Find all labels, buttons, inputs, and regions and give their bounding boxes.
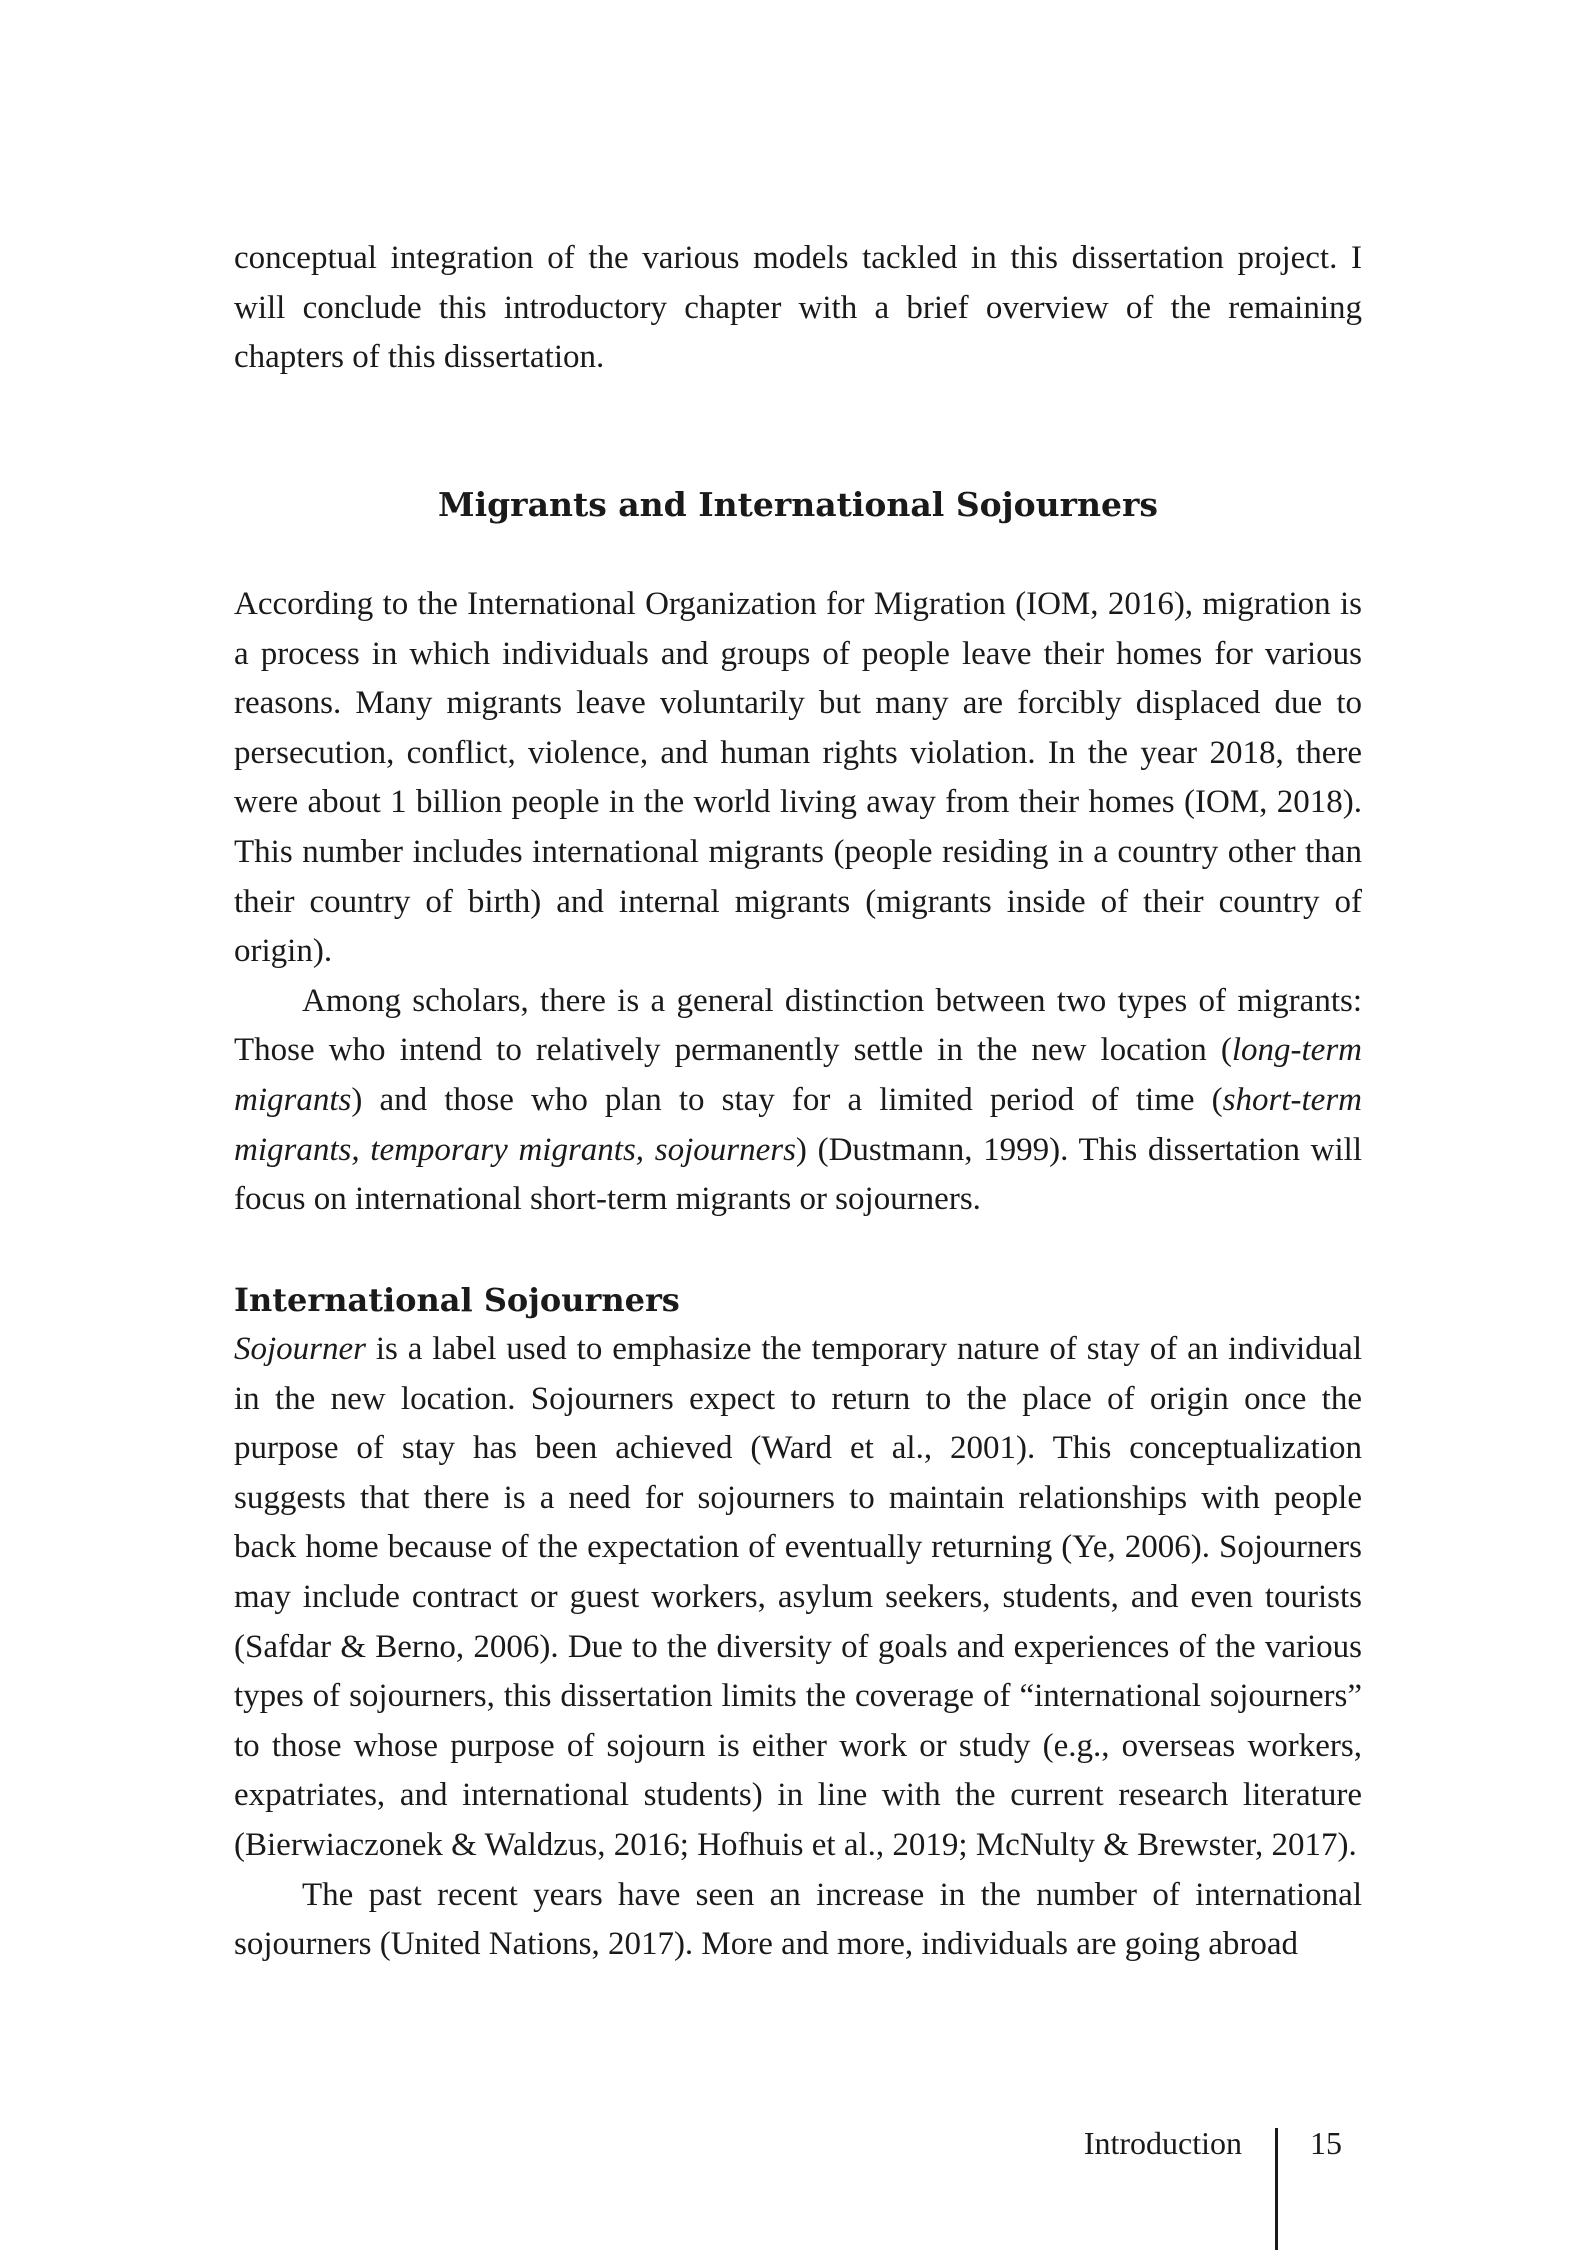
subsection-heading: International Sojourners [234,1281,680,1319]
footer-divider [1275,2128,1278,2250]
section-paragraph-1: According to the International Organization for Migration (IOM, 2016), migration is a process in which individuals and groups of people leave their homes for various reasons. Many migrants leave voluntarily but many are forcibly displaced due to persecution, conflict, violence, and human rights violation. In the year 2018, there were about 1 billion people in the world living away from their homes (IOM, 2018). This number includes international migrants (people residing in a country other than their country of birth) and internal migrants (migrants inside of their country of origin). [234,586,1362,970]
para2-text-2: ) and those who plan to stay for a limited period of time ( [351,1081,1223,1118]
para2-italic-2: short-term migrants, temporary migrants, sojourners [234,1081,1362,1168]
subsection-body [234,1325,1362,1970]
intro-paragraph: conceptual integration of the various models tackled in this dissertation project. I will conclude this introductory chapter with a brief overview of the remaining chapters of this dissertation. [234,240,1362,376]
subsection-paragraph-2: The past recent years have seen an increase in the number of international sojourners (United Nations, 2017). More and more, individuals are going abroad [234,1876,1362,1963]
section-heading: Migrants and International Sojourners [438,485,1158,524]
para2-italic-1: long-term migrants [234,1032,1362,1118]
page-number: 15 [1310,2125,1342,2161]
subsection-paragraph-1-text: is a label used to emphasize the temporary nature of stay of an individual in the new location. Sojourners expect to return to the place of origin once the purpose of stay has been achieved (Ward et al., 2001). This conceptualization suggests that there is a need for sojourners to maintain relationships with people back home because of the expectation of eventually returning (Ye, 2006). Sojourners may include contract or guest workers, asylum seekers, students, and even tourists (Safdar & Berno, 2006). Due to the diversity of goals and experiences of the various types of sojourners, this dissertation limits the coverage of “international sojourners” to those whose purpose of sojourn is either work or study (e.g., overseas workers, expatriates, and international students) in line with the current research literature (Bierwiaczonek & Waldzus, 2016; Hofhuis et al., 2019; McNulty & Brewster, 2017). [234,1331,1362,1863]
para2-text-1: Among scholars, there is a general distinction between two types of migrants: Those who intend to relatively permanently settle in the new location ( [234,982,1362,1069]
section-paragraph-2 [234,977,1362,1225]
running-head: Introduction [1083,2125,1242,2161]
section-body [234,580,1362,1225]
sojourner-term: Sojourner [234,1331,366,1367]
para2-text-3: ) (Dustmann, 1999). This dissertation will focus on international short-term migrants or sojourners. [234,1131,1362,1218]
subsection-paragraph-1 [234,1325,1362,1871]
intro-continuation-text [234,234,1362,383]
